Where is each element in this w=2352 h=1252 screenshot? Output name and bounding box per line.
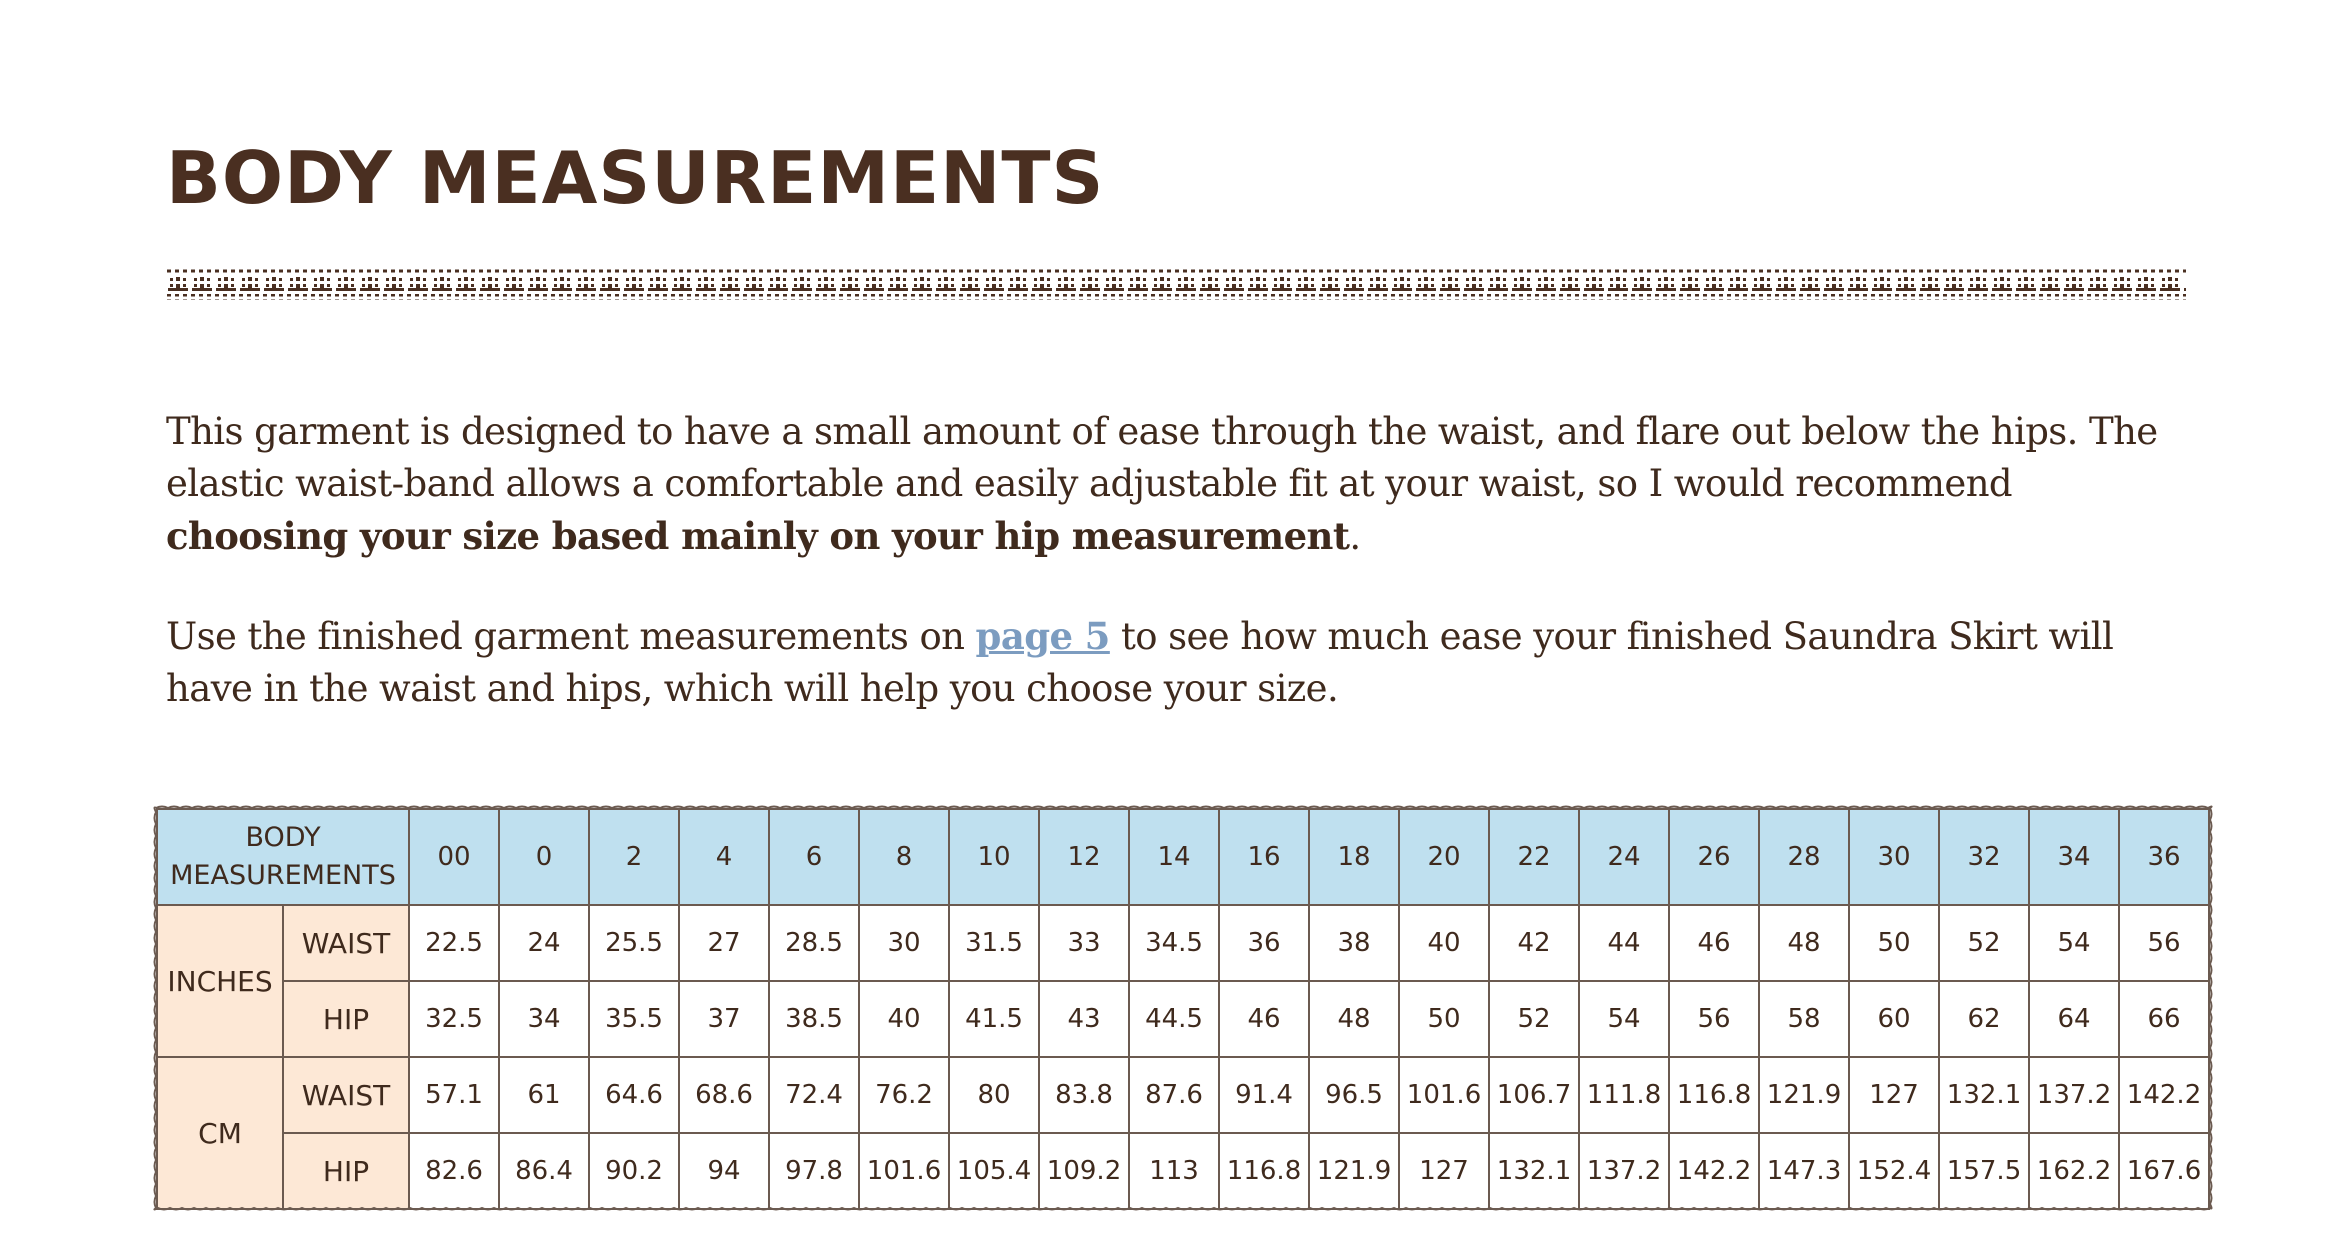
corner-header [157,809,409,905]
intro-text: This garment is designed to have a small amount of ease through the waist, and flare out below the hips. The elastic waist-band allows a comfortable and easily adjustable fit at your waist, so I would recommend [166,410,2158,505]
unit-label: INCHES [157,905,283,1057]
measurement-value: 33 [1039,905,1129,981]
measurement-value: 113 [1129,1133,1219,1209]
measurement-value: 28.5 [769,905,859,981]
measurement-value: 157.5 [1939,1133,2029,1209]
measurement-label: WAIST [283,905,409,981]
size-header: 30 [1849,809,1939,905]
measurement-value: 48 [1309,981,1399,1057]
size-header: 26 [1669,809,1759,905]
measurement-value: 132.1 [1489,1133,1579,1209]
measurement-value: 56 [1669,981,1759,1057]
size-header: 8 [859,809,949,905]
measurement-value: 44 [1579,905,1669,981]
measurement-value: 22.5 [409,905,499,981]
size-header: 36 [2119,809,2209,905]
size-header: 14 [1129,809,1219,905]
measurement-value: 91.4 [1219,1057,1309,1133]
measurement-value: 66 [2119,981,2209,1057]
measurement-value: 54 [1579,981,1669,1057]
size-header: 32 [1939,809,2029,905]
measurement-value: 57.1 [409,1057,499,1133]
measurement-value: 44.5 [1129,981,1219,1057]
corner-line1: BODY [245,822,321,853]
measurement-value: 36 [1219,905,1309,981]
measurement-value: 27 [679,905,769,981]
measurement-value: 62 [1939,981,2029,1057]
table-row [157,1057,2209,1133]
measurement-value: 142.2 [2119,1057,2209,1133]
measurement-value: 132.1 [1939,1057,2029,1133]
size-header: 28 [1759,809,1849,905]
measurement-value: 58 [1759,981,1849,1057]
measurement-value: 41.5 [949,981,1039,1057]
size-header: 16 [1219,809,1309,905]
measurement-value: 32.5 [409,981,499,1057]
intro-end: . [1349,515,1361,558]
table-row [157,981,2209,1057]
measurement-label: HIP [283,1133,409,1209]
measurement-value: 162.2 [2029,1133,2119,1209]
measurement-value: 109.2 [1039,1133,1129,1209]
measurement-label: HIP [283,981,409,1057]
measurement-value: 83.8 [1039,1057,1129,1133]
table-body [157,905,2209,1209]
measurement-value: 137.2 [2029,1057,2119,1133]
measurement-value: 116.8 [1219,1133,1309,1209]
measurement-value: 97.8 [769,1133,859,1209]
page-title: BODY MEASUREMENTS [166,136,1105,220]
measurement-value: 38.5 [769,981,859,1057]
measurement-value: 142.2 [1669,1133,1759,1209]
measurement-value: 121.9 [1309,1133,1399,1209]
measurement-value: 127 [1849,1057,1939,1133]
intro-paragraph [166,406,2186,563]
measurement-value: 54 [2029,905,2119,981]
measurement-value: 35.5 [589,981,679,1057]
body-measurement-table [156,808,2210,1210]
size-header: 2 [589,809,679,905]
size-header: 18 [1309,809,1399,905]
measurement-value: 121.9 [1759,1057,1849,1133]
measurement-value: 94 [679,1133,769,1209]
measurement-value: 30 [859,905,949,981]
measurement-value: 31.5 [949,905,1039,981]
measurement-value: 38 [1309,905,1399,981]
size-header: 34 [2029,809,2119,905]
ease-text-start: Use the finished garment measurements on [166,615,976,658]
measurement-value: 127 [1399,1133,1489,1209]
measurement-value: 96.5 [1309,1057,1399,1133]
measurement-value: 76.2 [859,1057,949,1133]
measurement-value: 60 [1849,981,1939,1057]
unit-label: CM [157,1057,283,1209]
measurement-value: 68.6 [679,1057,769,1133]
measurement-value: 72.4 [769,1057,859,1133]
measurement-value: 82.6 [409,1133,499,1209]
ease-paragraph [166,610,2186,715]
measurement-value: 52 [1939,905,2029,981]
measurement-value: 34 [499,981,589,1057]
corner-line2: MEASUREMENTS [170,860,396,891]
measurement-value: 42 [1489,905,1579,981]
measurement-value: 105.4 [949,1133,1039,1209]
measurement-value: 46 [1669,905,1759,981]
measurement-value: 111.8 [1579,1057,1669,1133]
measurement-label: WAIST [283,1057,409,1133]
measurement-value: 50 [1849,905,1939,981]
measurement-value: 34.5 [1129,905,1219,981]
size-header: 6 [769,809,859,905]
measurement-value: 64 [2029,981,2119,1057]
measurement-value: 40 [859,981,949,1057]
measurement-value: 50 [1399,981,1489,1057]
measurement-value: 101.6 [1399,1057,1489,1133]
measurement-value: 52 [1489,981,1579,1057]
measurement-value: 147.3 [1759,1133,1849,1209]
measurement-value: 106.7 [1489,1057,1579,1133]
size-header: 10 [949,809,1039,905]
size-header: 12 [1039,809,1129,905]
measurement-value: 167.6 [2119,1133,2209,1209]
measurement-value: 56 [2119,905,2209,981]
ease-text-end: to see how much ease your finished Saundra Skirt will have in the waist and hips, which will help you choose your size. [166,615,2114,710]
table-row [157,1133,2209,1209]
size-header: 20 [1399,809,1489,905]
size-header-row [157,809,2209,905]
decorative-divider [166,268,2186,300]
measurement-value: 46 [1219,981,1309,1057]
measurement-value: 116.8 [1669,1057,1759,1133]
measurement-value: 152.4 [1849,1133,1939,1209]
size-header: 00 [409,809,499,905]
measurement-value: 101.6 [859,1133,949,1209]
measurement-value: 37 [679,981,769,1057]
page-5-link[interactable]: page 5 [975,614,1110,658]
measurement-value: 43 [1039,981,1129,1057]
measurement-value: 80 [949,1057,1039,1133]
measurement-value: 64.6 [589,1057,679,1133]
measurement-value: 137.2 [1579,1133,1669,1209]
measurement-value: 40 [1399,905,1489,981]
measurement-value: 90.2 [589,1133,679,1209]
measurement-value: 24 [499,905,589,981]
intro-emphasis: choosing your size based mainly on your hip measurement [166,514,1350,558]
measurement-value: 48 [1759,905,1849,981]
size-header: 4 [679,809,769,905]
size-header: 0 [499,809,589,905]
size-header: 22 [1489,809,1579,905]
measurement-value: 87.6 [1129,1057,1219,1133]
table-row [157,905,2209,981]
size-header: 24 [1579,809,1669,905]
measurement-value: 25.5 [589,905,679,981]
measurement-value: 61 [499,1057,589,1133]
measurement-value: 86.4 [499,1133,589,1209]
measurement-table-wrapper [152,804,2214,1212]
